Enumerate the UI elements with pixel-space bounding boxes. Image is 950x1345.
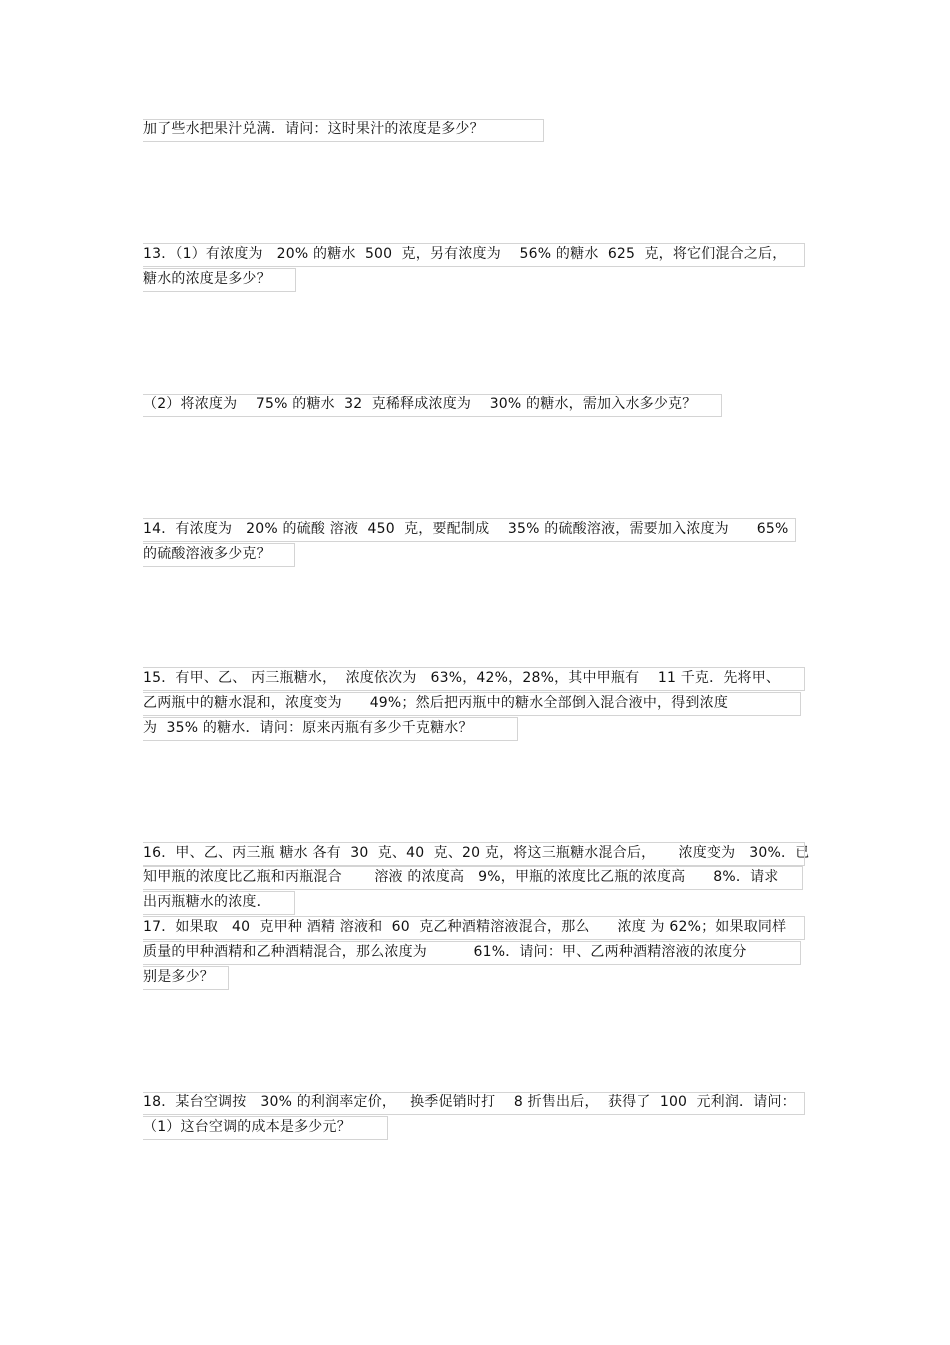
question-18-line-1: 18．某台空调按 30% 的利润率定价， 换季促销时打 8 折售出后， 获得了 100 元利润．请问： — [143, 1094, 796, 1110]
question-15-line-3: 为 35% 的糖水．请问：原来丙瓶有多少千克糖水？ — [143, 720, 473, 736]
question-15-line-1: 15．有甲、乙、 丙三瓶糖水， 浓度依次为 63%，42%，28%，其中甲瓶有 11 千克．先将甲、 — [143, 670, 781, 686]
question-18-part-1: （1）这台空调的成本是多少元？ — [143, 1119, 351, 1135]
question-16-line-1: 16．甲、乙、丙三瓶 糖水 各有 30 克、40 克、20 克，将这三瓶糖水混合后， 浓度变为 30%．已 — [143, 845, 810, 861]
question-16-line-3: 出丙瓶糖水的浓度． — [143, 894, 271, 910]
question-14-line-1: 14．有浓度为 20% 的硫酸 溶液 450 克，要配制成 35% 的硫酸溶液，需要加入浓度为 65% — [143, 521, 789, 537]
question-15-line-2: 乙两瓶中的糖水混和，浓度变为 49%；然后把丙瓶中的糖水全部倒入混合液中，得到浓度 — [143, 695, 729, 711]
question-13-line-1: 13．（1）有浓度为 20% 的糖水 500 克，另有浓度为 56% 的糖水 625 克，将它们混合之后， — [143, 246, 787, 262]
question-17-line-1: 17．如果取 40 克甲种 酒精 溶液和 60 克乙种酒精溶液混合，那么 浓度 为 62%；如果取同样 — [143, 919, 787, 935]
question-13-part-2: （2）将浓度为 75% 的糖水 32 克稀释成浓度为 30% 的糖水，需加入水多少克？ — [143, 396, 697, 412]
text-line-1: 加了些水把果汁兑满．请问：这时果汁的浓度是多少？ — [143, 121, 484, 137]
question-13-line-2: 糖水的浓度是多少？ — [143, 271, 271, 287]
question-17-line-3: 别是多少？ — [143, 969, 214, 985]
question-14-line-2: 的硫酸溶液多少克？ — [143, 546, 271, 562]
question-16-line-2: 知甲瓶的浓度比乙瓶和丙瓶混合 溶液 的浓度高 9%，甲瓶的浓度比乙瓶的浓度高 8%．请求 — [143, 869, 779, 885]
question-17-line-2: 质量的甲种酒精和乙种酒精混合，那么浓度为 61%．请问：甲、乙两种酒精溶液的浓度分 — [143, 944, 747, 960]
